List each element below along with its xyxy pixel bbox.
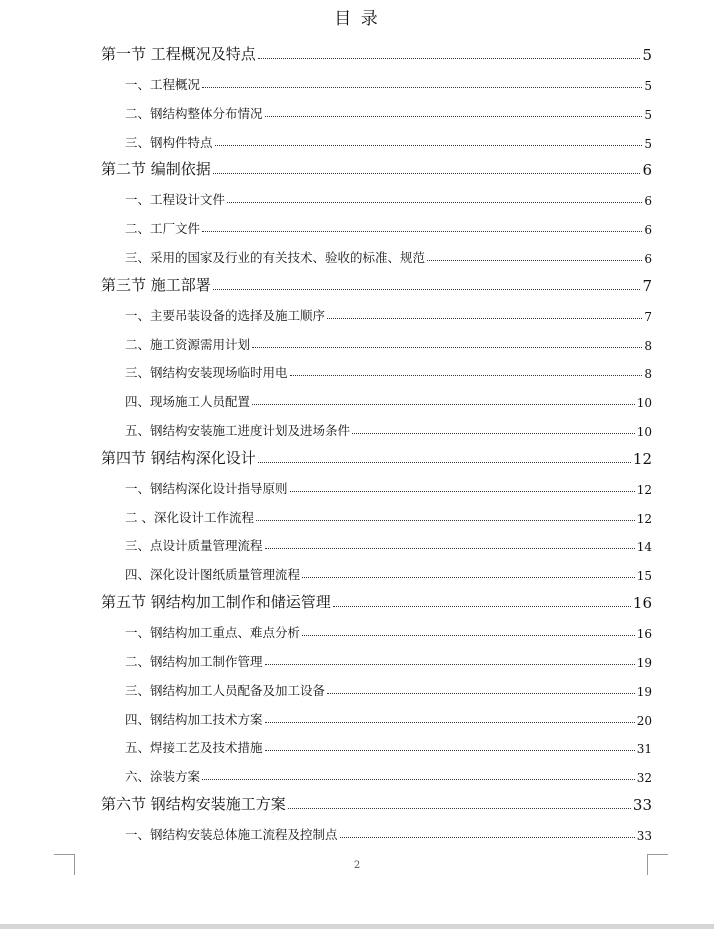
- toc-entry-page: 6: [642, 161, 652, 180]
- toc-entry-page: 5: [642, 46, 652, 64]
- toc-section-entry[interactable]: [101, 42, 652, 64]
- toc-dot-leader: [327, 692, 635, 694]
- toc-dot-leader: [265, 115, 643, 117]
- toc-subsection-entry[interactable]: [125, 532, 652, 554]
- toc-dot-leader: [265, 749, 635, 751]
- toc-entry-label: 三、钢结构加工人员配备及加工设备: [125, 682, 326, 698]
- toc-subsection-entry[interactable]: [125, 734, 652, 756]
- toc-subsection-entry[interactable]: [125, 359, 652, 381]
- toc-entry-page: 15: [636, 569, 652, 584]
- toc-entry-page: 16: [632, 594, 652, 613]
- toc-subsection-entry[interactable]: [125, 677, 652, 699]
- toc-subsection-entry[interactable]: [125, 561, 652, 583]
- toc-subsection-entry[interactable]: [125, 186, 652, 208]
- toc-entry-label: 四、钢结构加工技术方案: [125, 711, 263, 727]
- toc-entry-label: 第六节 钢结构安装施工方案: [101, 795, 286, 814]
- toc-dot-leader: [202, 86, 642, 88]
- toc-subsection-entry[interactable]: [125, 821, 652, 843]
- toc-entry-label: 三、点设计质量管理流程: [125, 538, 263, 554]
- toc-entry-page: 33: [632, 796, 652, 815]
- toc-entry-label: 一、工程设计文件: [125, 192, 226, 208]
- toc-subsection-entry[interactable]: [125, 129, 652, 151]
- toc-dot-leader: [288, 807, 631, 809]
- toc-entry-page: 6: [644, 251, 652, 266]
- toc-entry-label: 一、主要吊装设备的选择及施工顺序: [125, 307, 326, 323]
- toc-dot-leader: [202, 778, 635, 780]
- toc-section-entry[interactable]: [101, 792, 652, 814]
- toc-entry-page: 7: [642, 276, 652, 295]
- toc-subsection-entry[interactable]: [125, 388, 652, 410]
- toc-entry-page: 14: [636, 540, 652, 555]
- toc-section-entry[interactable]: [101, 446, 652, 468]
- toc-entry-page: 32: [636, 771, 652, 786]
- page-title: 目 录: [334, 9, 380, 29]
- toc-entry-label: 第一节 工程概况及特点: [101, 45, 256, 63]
- toc-entry-label: 五、焊接工艺及技术措施: [125, 740, 263, 756]
- toc-dot-leader: [427, 259, 642, 261]
- toc-entry-label: 二、钢结构加工制作管理: [125, 653, 263, 669]
- toc-dot-leader: [333, 605, 631, 607]
- toc-entry-label: 第二节 编制依据: [101, 160, 211, 179]
- toc-entry-label: 三、钢构件特点: [125, 134, 213, 150]
- toc-entry-page: 8: [644, 367, 652, 382]
- toc-dot-leader: [252, 346, 642, 348]
- toc-subsection-entry[interactable]: [125, 504, 652, 526]
- toc-entry-page: 5: [644, 136, 652, 151]
- toc-entry-label: 三、采用的国家及行业的有关技术、验收的标准、规范: [125, 249, 426, 265]
- toc-entry-page: 6: [644, 223, 652, 238]
- toc-dot-leader: [265, 721, 635, 723]
- toc-entry-page: 6: [644, 194, 652, 209]
- viewer-bottom-bar: [0, 924, 714, 929]
- toc-entry-page: 5: [644, 107, 652, 122]
- toc-dot-leader: [290, 490, 635, 492]
- toc-entry-label: 二、施工资源需用计划: [125, 336, 251, 352]
- toc-entry-label: 二、钢结构整体分布情况: [125, 105, 263, 121]
- page-number: 2: [353, 860, 361, 871]
- toc-entry-page: 31: [636, 742, 652, 757]
- toc-entry-page: 12: [636, 482, 652, 497]
- toc-dot-leader: [327, 317, 642, 319]
- toc-dot-leader: [202, 230, 642, 232]
- toc-subsection-entry[interactable]: [125, 619, 652, 641]
- toc-entry-label: 一、工程概况: [125, 76, 201, 92]
- toc-entry-page: 10: [636, 396, 652, 411]
- toc-dot-leader: [213, 288, 641, 290]
- toc-dot-leader: [265, 547, 635, 549]
- toc-section-entry[interactable]: [101, 590, 652, 612]
- toc-dot-leader: [340, 836, 635, 838]
- toc-subsection-entry[interactable]: [125, 648, 652, 670]
- toc-section-entry[interactable]: [101, 157, 652, 179]
- toc-dot-leader: [258, 461, 631, 463]
- toc-subsection-entry[interactable]: [125, 763, 652, 785]
- toc-entry-label: 六、涂装方案: [125, 769, 201, 785]
- toc-subsection-entry[interactable]: [125, 244, 652, 266]
- toc-entry-page: 10: [636, 425, 652, 440]
- toc-subsection-entry[interactable]: [125, 215, 652, 237]
- toc-dot-leader: [215, 144, 643, 146]
- toc-entry-page: 12: [636, 511, 652, 526]
- toc-dot-leader: [213, 172, 641, 174]
- toc-entry-page: 19: [636, 684, 652, 699]
- toc-dot-leader: [265, 663, 635, 665]
- toc-entry-page: 20: [636, 713, 652, 728]
- toc-subsection-entry[interactable]: [125, 71, 652, 93]
- toc-entry-page: 7: [644, 309, 652, 324]
- toc-dot-leader: [302, 634, 635, 636]
- toc-entry-label: 一、钢结构加工重点、难点分析: [125, 625, 301, 640]
- toc-entry-label: 第五节 钢结构加工制作和储运管理: [101, 593, 331, 612]
- toc-entry-label: 一、钢结构安装总体施工流程及控制点: [125, 826, 338, 842]
- toc-dot-leader: [290, 374, 643, 376]
- toc-dot-leader: [352, 432, 635, 434]
- toc-dot-leader: [258, 57, 641, 59]
- toc-dot-leader: [302, 576, 635, 578]
- toc-subsection-entry[interactable]: [125, 302, 652, 324]
- toc-subsection-entry[interactable]: [125, 331, 652, 353]
- toc-entry-page: 12: [632, 449, 652, 468]
- toc-entry-label: 二、工厂文件: [125, 221, 201, 237]
- toc-entry-page: 5: [644, 78, 652, 93]
- toc-subsection-entry[interactable]: [125, 100, 652, 122]
- toc-entry-label: 第三节 施工部署: [101, 275, 211, 294]
- toc-subsection-entry[interactable]: [125, 475, 652, 497]
- toc-entry-page: 8: [644, 338, 652, 353]
- toc-dot-leader: [256, 519, 635, 521]
- toc-subsection-entry[interactable]: [125, 417, 652, 439]
- toc-section-entry[interactable]: [101, 273, 652, 295]
- toc-entry-page: 33: [636, 828, 652, 843]
- toc-entry-label: 五、钢结构安装施工进度计划及进场条件: [125, 423, 351, 439]
- toc-dot-leader: [252, 403, 635, 405]
- toc-entry-label: 四、深化设计图纸质量管理流程: [125, 567, 301, 583]
- toc-entry-page: 19: [636, 655, 652, 670]
- toc-entry-page: 16: [636, 627, 652, 641]
- toc-entry-label: 三、钢结构安装现场临时用电: [125, 365, 288, 381]
- toc-entry-label: 四、现场施工人员配置: [125, 394, 251, 410]
- toc-entry-label: 一、钢结构深化设计指导原则: [125, 480, 288, 496]
- toc-entry-label: 第四节 钢结构深化设计: [101, 448, 256, 467]
- toc-subsection-entry[interactable]: [125, 706, 652, 728]
- toc-dot-leader: [227, 201, 642, 203]
- toc-entry-label: 二 、深化设计工作流程: [125, 509, 254, 525]
